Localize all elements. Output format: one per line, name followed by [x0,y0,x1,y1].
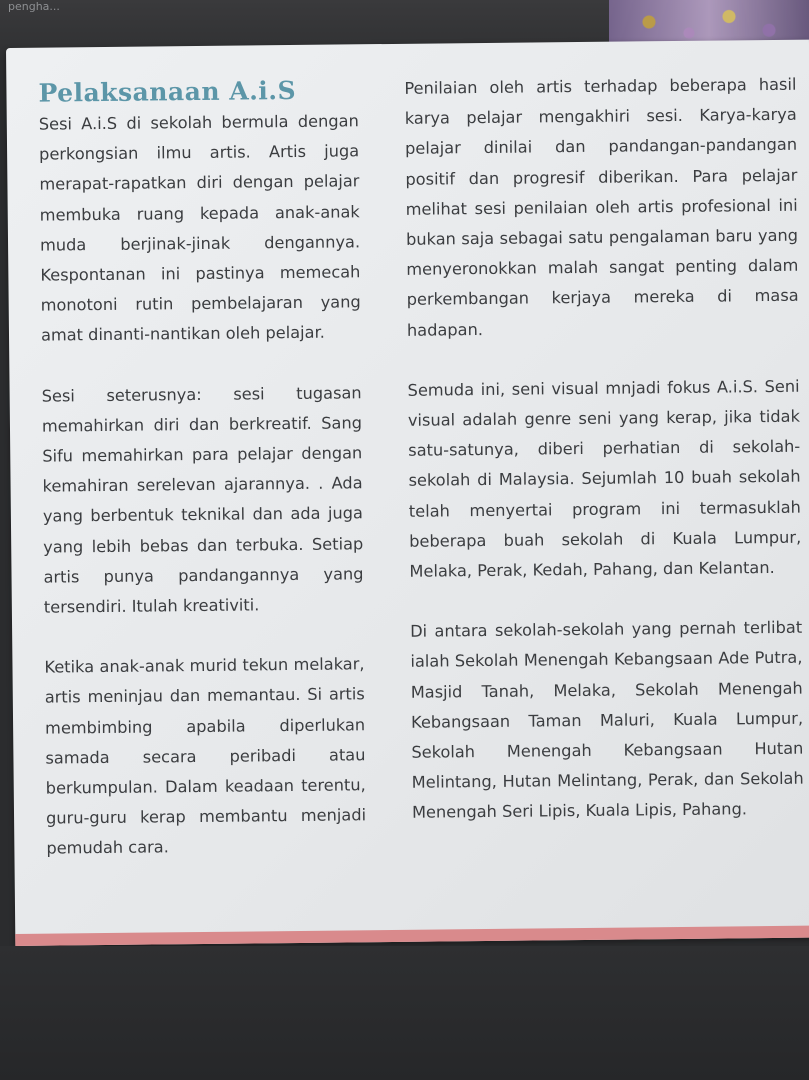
right-column [404,70,804,829]
left-column [38,74,366,864]
right-paragraph-2: Semuda ini, seni visual mnjadi fokus A.i.S. Seni visual adalah genre seni yang kerap, jika tidak satu-satunya, diberi perhatian di sekolah-sekolah di Malaysia. Sejumlah 10 buah sekolah telah menyertai program ini termasuklah beberapa buah sekolah di Kuala Lumpur, Melaka, Perak, Kedah, Pahang, dan Kelantan. [407,376,802,581]
left-paragraph-2: Sesi seterusnya: sesi tugasan memahirkan diri dan berkreatif. Sang Sifu memahirkan para pelajar dengan kemahiran serelevan ajarannya. . Ada yang berbentuk teknikal dan ada juga yang lebih bebas dan terbuka. Setiap artis punya pandangannya yang tersendiri. Itulah kreativiti. [41,382,364,617]
left-paragraph-1: Sesi A.i.S di sekolah bermula dengan perkongsian ilmu artis. Artis juga merapat-rapatkan diri dengan pelajar membuka ruang kepada anak-anak muda berjinak-jinak dengannya. Kespontanan ini pastinya memecah monotoni rutin pembelajaran yang amat dinanti-nantikan oleh pelajar. [38,111,361,346]
right-paragraph-1: Penilaian oleh artis terhadap beberapa hasil karya pelajar mengakhiri sesi. Karya-karya pelajar dinilai dan pandangan-pandangan positif dan progresif diberikan. Para pelajar melihat sesi penilaian oleh artis profesional ini bukan saja sebagai satu pengalaman baru yang menyeronokkan malah sangat penting dalam perkembangan kerjaya mereka di masa hadapan. [404,74,799,340]
section-heading: Pelaksanaan A.i.S [38,75,297,108]
background-surface [0,946,809,1080]
previous-page-fragment: pengha... [8,0,60,13]
accent-band [15,926,809,946]
magazine-page [6,40,809,946]
left-paragraph-3: Ketika anak-anak murid tekun melakar, artis meninjau dan memantau. Si artis membimbing apabila diperlukan samada secara peribadi atau berkumpulan. Dalam keadaan terentu, guru-guru kerap membantu menjadi pemudah cara. [44,654,367,859]
right-paragraph-3: Di antara sekolah-sekolah yang pernah terlibat ialah Sekolah Menengah Kebangsaan Ade Putra, Masjid Tanah, Melaka, Sekolah Menengah Kebangsaan Taman Maluri, Kuala Lumpur, Sekolah Menengah Kebangsaan Hutan Melintang, Hutan Melintang, Perak, dan Sekolah Menengah Seri Lipis, Kuala Lipis, Pahang. [410,617,804,823]
